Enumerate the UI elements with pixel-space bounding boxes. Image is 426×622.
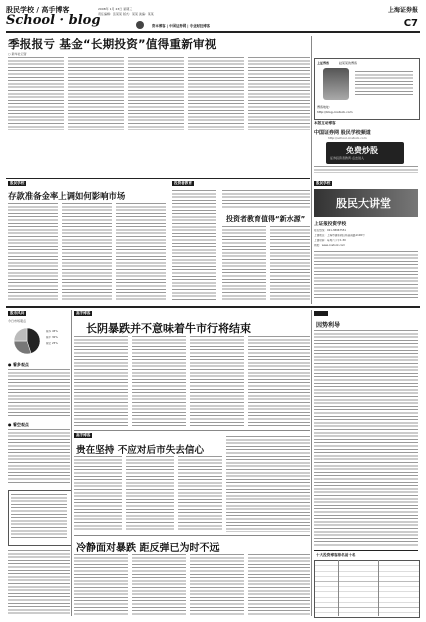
right-col-tag: [314, 311, 328, 316]
left-col-body1: [8, 369, 70, 417]
a2-top-right: [222, 190, 310, 210]
a4-headline: 贵在坚持 不应对后市失去信心: [76, 445, 205, 456]
lecture-banner: [314, 189, 418, 217]
pie-legend-2: 看空 25%: [46, 342, 58, 345]
blogger-portrait: [323, 68, 349, 100]
table-col-sep-2: [378, 560, 379, 616]
section-divider-2: [6, 306, 420, 308]
center-banner: 资本博客 | 中国证券网 | 专业财经博客: [152, 24, 211, 28]
lead-headline: 季报报亏 基金“长期投资”值得重新审视: [8, 37, 217, 51]
lecture-info-1: 报名热线：021-38967551: [314, 229, 347, 232]
reco-line-1: 中国证券网 股民学校频道: [314, 130, 371, 136]
left-col-header: 股市风向: [10, 311, 25, 315]
a5-col4: [248, 554, 310, 616]
lecture-info-3: 上课时间：每周六下午1:30: [314, 239, 346, 242]
table-col-sep-1: [338, 560, 339, 616]
promo-sub: 证券投资者教育·点击进入: [330, 156, 364, 160]
newspaper-name: 上海证券报: [387, 7, 418, 14]
reco-line-2[interactable]: http://school.cnstock.com: [328, 136, 367, 140]
lecture-banner-text: 股民大讲堂: [336, 197, 391, 210]
left-col-box-text: [11, 494, 67, 540]
lecture-body: [314, 251, 418, 299]
page-number: C7: [403, 18, 418, 29]
editor-line: 责任编辑：张某某 版式：某某 美编：某某: [98, 12, 154, 16]
blog-name: 赵某某的博客: [339, 61, 358, 65]
table-title: 十大投资博客排名前十名: [316, 553, 356, 557]
lead-body-col1: [8, 57, 64, 130]
a1-col2: [62, 203, 112, 301]
pie-legend-1: 看平 30%: [46, 336, 58, 339]
gutter-rule-1: [311, 36, 312, 304]
a5-col1: [74, 554, 128, 616]
lecture-venue: 上证报投资学校: [314, 222, 347, 227]
a4-col2: [126, 456, 174, 532]
a3-tag: 高手博客: [76, 311, 91, 315]
pie-slice-2: [14, 328, 27, 341]
a4-col4: [226, 436, 310, 532]
a3-col2: [132, 336, 186, 426]
blog-label: 上证博客: [317, 61, 330, 65]
a2-col3: [270, 226, 310, 300]
a5-col2: [132, 554, 186, 616]
a3-col3: [190, 336, 244, 426]
right-col-body: [314, 330, 418, 546]
ranking-table: [314, 560, 420, 618]
a2-tag: 投资者教育: [174, 181, 192, 185]
left-col-sub: 今日市场观点: [8, 319, 27, 323]
a2-col2: [222, 226, 266, 300]
a4-divider: [74, 535, 310, 536]
a3-headline: 长阴暴跌并不意味着牛市行将结束: [86, 322, 251, 335]
lead-body-col3: [128, 57, 184, 130]
a4-col3: [178, 456, 222, 532]
gutter-rule-3: [71, 310, 72, 616]
a3-col4: [248, 336, 310, 426]
section-title-cn: 股民学校 / 高手博客: [6, 6, 70, 14]
lecture-info-2: 上课地点：上海市浦东新区杨高南路1100号: [314, 234, 365, 237]
reco-box: [314, 121, 418, 173]
gutter-rule-2: [311, 310, 312, 616]
pie-legend-0: 看多 45%: [46, 330, 58, 333]
promo-text: 免费炒股: [346, 146, 378, 155]
left-col-item1: ● 看多观点: [8, 362, 29, 367]
lead-body-col2: [68, 57, 124, 130]
table-rule: [314, 550, 418, 551]
a2-col1: [172, 190, 216, 300]
left-col-body3: [8, 550, 70, 616]
a4-tag: 高手博客: [76, 433, 91, 437]
blog-address[interactable]: http://blog.cnstock.com: [317, 110, 353, 114]
a3-divider: [74, 430, 310, 431]
left-col-item2: ● 看空观点: [8, 422, 29, 427]
masthead-rule: [6, 31, 420, 33]
left-col-body2: [8, 429, 70, 485]
right-col-header: 因势利导: [316, 322, 341, 329]
blog-intro: [355, 71, 413, 97]
a5-headline: 冷静面对暴跌 距反弹已为时不远: [76, 543, 220, 554]
a1-col1: [8, 203, 58, 301]
a5-col3: [190, 554, 244, 616]
lead-body-col5: [248, 57, 310, 130]
a1-tag: 股民学校: [10, 181, 25, 185]
a1-headline: 存款准备金率上调如何影响市场: [8, 191, 126, 201]
reco-desc: [314, 166, 418, 173]
globe-logo: [136, 21, 144, 29]
lecture-info-4: 网址：www.cnstock.com: [314, 244, 346, 247]
sentiment-pie: [12, 326, 42, 356]
blog-box: [314, 58, 420, 120]
section-title-en: School · blog: [6, 13, 101, 28]
lead-body-col4: [188, 57, 244, 130]
a2-headline: 投资者教育值得“新水源”: [226, 215, 306, 223]
a4-col1: [74, 456, 122, 532]
date-line: 2008年 1月 23日 星期三: [98, 7, 133, 11]
a1-col3: [116, 203, 166, 301]
reco-title: 本版互动博客: [314, 121, 336, 125]
lecture-tag: 股民学校: [316, 181, 331, 185]
lead-byline: ○ 新华社记者: [8, 52, 27, 56]
blog-address-label: 博客地址：: [317, 105, 333, 109]
promo-banner[interactable]: [326, 142, 404, 164]
a3-col1: [74, 336, 128, 426]
section-divider-1: [6, 178, 310, 179]
